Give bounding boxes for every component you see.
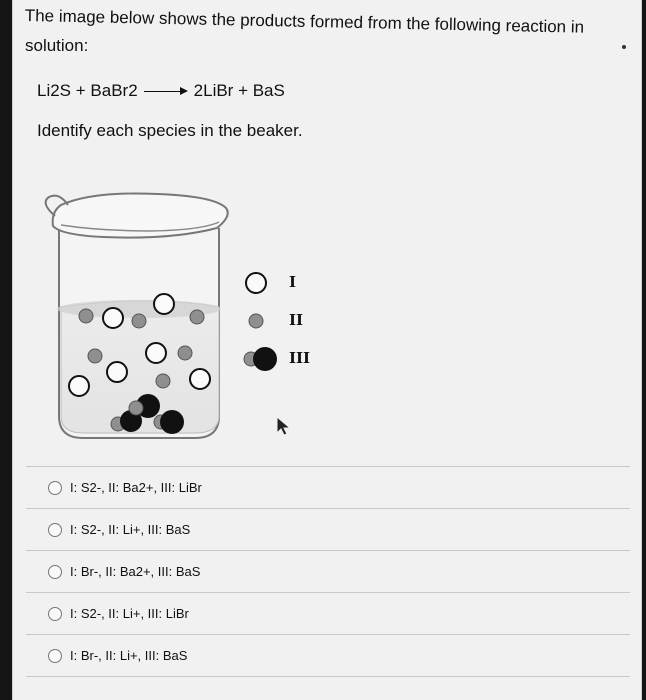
reaction-equation: [37, 81, 285, 101]
question-line-2: solution:: [25, 36, 89, 55]
answer-option-1[interactable]: [26, 466, 630, 508]
ion-II-particle: [156, 374, 170, 388]
ion-II-particle: [190, 310, 204, 324]
option-label: I: Br-, II: Li+, III: BaS: [70, 647, 188, 663]
question-page: [12, 0, 642, 700]
ion-I-particle: [154, 294, 174, 314]
ion-I-particle: [103, 308, 123, 328]
legend-row-II: [241, 306, 304, 344]
radio-button-icon[interactable]: [48, 649, 62, 663]
answer-options: [26, 466, 630, 677]
reactants: Li2S + BaBr2: [37, 81, 138, 100]
answer-option-2[interactable]: [26, 508, 630, 550]
ion-I-particle: [107, 362, 127, 382]
particle-legend: [241, 268, 311, 382]
left-dark-border: [0, 0, 12, 700]
ion-I-particle: [190, 369, 210, 389]
compound-particle-icon: [241, 344, 287, 376]
legend-row-III: [241, 344, 311, 382]
ion-I-particle: [146, 343, 166, 363]
gray-particle-icon: [241, 306, 287, 338]
radio-button-icon[interactable]: [48, 565, 62, 579]
ion-I-particle: [69, 376, 89, 396]
products: 2LiBr + BaS: [193, 81, 285, 100]
answer-option-5[interactable]: [26, 634, 630, 677]
radio-button-icon[interactable]: [48, 607, 62, 621]
solid-III-particle: [160, 410, 184, 434]
identify-prompt: Identify each species in the beaker.: [37, 121, 303, 140]
radio-button-icon[interactable]: [48, 481, 62, 495]
legend-label-I: I: [289, 273, 297, 291]
option-label: I: S2-, II: Li+, III: BaS: [70, 521, 191, 537]
ion-II-particle: [79, 309, 93, 323]
ion-II-particle: [88, 349, 102, 363]
option-label: I: S2-, II: Li+, III: LiBr: [70, 605, 189, 621]
answer-option-3[interactable]: [26, 550, 630, 592]
legend-label-II: II: [289, 311, 304, 329]
legend-row-I: [241, 268, 297, 306]
white-particle-icon: [241, 268, 287, 300]
ion-II-particle: [132, 314, 146, 328]
ion-II-particle: [178, 346, 192, 360]
reaction-arrow-icon: [144, 85, 188, 97]
option-label: I: S2-, II: Ba2+, III: LiBr: [70, 479, 202, 495]
answer-option-4[interactable]: [26, 592, 630, 634]
question-text: [25, 6, 635, 56]
legend-label-III: III: [289, 349, 311, 367]
mouse-pointer-icon: [275, 416, 291, 436]
question-line-1: The image below shows the products formed from the following reaction in: [24, 6, 585, 37]
option-label: I: Br-, II: Ba2+, III: BaS: [70, 563, 201, 579]
solid-III-particle: [129, 401, 143, 415]
radio-button-icon[interactable]: [48, 523, 62, 537]
